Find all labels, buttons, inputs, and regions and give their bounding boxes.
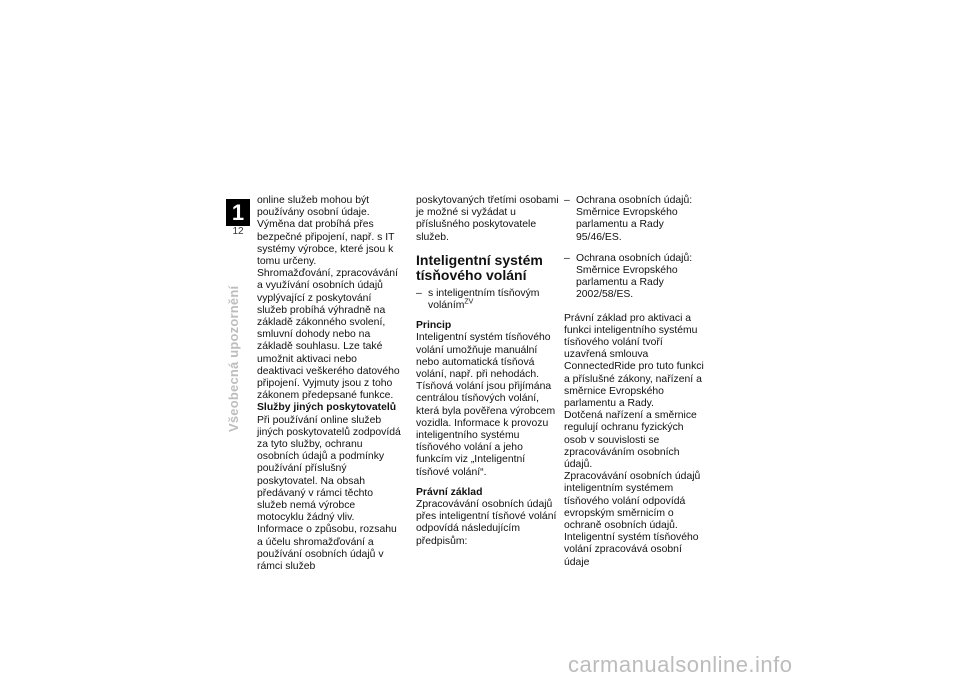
- paragraph: Tísňová volání jsou přijímána centrálou tísňových volání, která byla pověřena výrobcem vozidla. Informace k provozu inteligentního systému tísňového volání a jeho funkcím viz „Inteligentní tísňové volání“.: [416, 381, 556, 478]
- text-column-1: [257, 195, 401, 573]
- text-column-3: [564, 195, 708, 569]
- subheading-legal-basis: Právní základ: [416, 486, 483, 498]
- equipment-item: [416, 288, 560, 312]
- paragraph: Shromažďování, zpracovávání a využívání osobních údajů vyplývající z poskytování služeb probíhá výhradně na základě zákonného svolení, smluvní dohody nebo na základě souhlasu. Lze také umožnit aktivaci nebo deaktivaci veškerého datového připojení. Vyjmuty jsou z toho zákonem předepsané funkce.: [257, 268, 400, 402]
- optional-equipment-marker: ZV: [464, 298, 474, 306]
- list-item: – Ochrana osobních údajů: Směrnice Evropského parlamentu a Rady 2002/58/ES.: [564, 253, 708, 302]
- paragraph: online služeb mohou být používány osobní údaje. Výměna dat probíhá přes bezpečné připojení, např. s IT systémy výrobce, které jsou k tomu určeny.: [257, 195, 395, 268]
- paragraph: Inteligentní systém tísňového volání umožňuje manuální nebo automatická tísňová volání, např. při nehodách.: [416, 332, 551, 381]
- paragraph: poskytovaných třetími osobami je možné si vyžádat u příslušného poskytovatele služeb.: [416, 195, 559, 243]
- paragraph: Zpracovávání osobních údajů inteligentním systémem tísňového volání odpovídá evropským směrnicím o ochraně osobních údajů. Inteligentní systém tísňového volání zpracovává osobní údaje: [564, 471, 701, 568]
- equipment-item-text: s inteligentním tísňovým voláním: [428, 287, 540, 312]
- paragraph: Právní základ pro aktivaci a funkci inteligentního systému tísňového volání tvoří uzavřená smlouva ConnectedRide pro tuto funkci a příslušné zákony, nařízení a směrnice Evropského parlamentu a Rady.: [564, 312, 704, 410]
- paragraph: Při používání online služeb jiných poskytovatelů zodpovídá za tyto služby, ochranu osobních údajů a podmínky používání příslušný poskytovatel. Na obsah předávaný v rámci těchto služeb nemá výrobce motocyklu žádný vliv. Informace o způsobu, rozsahu a účelu shromažďování a používání osobních údajů v rámci služeb: [257, 414, 401, 573]
- chapter-title-text: Všeobecná upozornění: [226, 285, 241, 432]
- chapter-number-tab: 1: [226, 199, 250, 226]
- text-column-2: [416, 195, 560, 548]
- watermark-text: carmanualsonline.info: [568, 652, 793, 677]
- subheading-third-party-services: Služby jiných poskytovatelů: [257, 402, 397, 414]
- list-item: – Ochrana osobních údajů: Směrnice Evropského parlamentu a Rady 95/46/ES.: [564, 195, 708, 244]
- paragraph: Zpracovávání osobních údajů přes inteligentní tísňové volání odpovídá následujícím předpisům:: [416, 499, 557, 547]
- paragraph: Dotčená nařízení a směrnice regulují ochranu fyzických osob v souvislosti se zpracováváním osobních údajů.: [564, 410, 697, 471]
- subheading-principle: Princip: [416, 320, 452, 332]
- page-number: 12: [232, 226, 244, 237]
- section-heading-emergency-call: Inteligentní systém tísňového volání: [416, 251, 543, 283]
